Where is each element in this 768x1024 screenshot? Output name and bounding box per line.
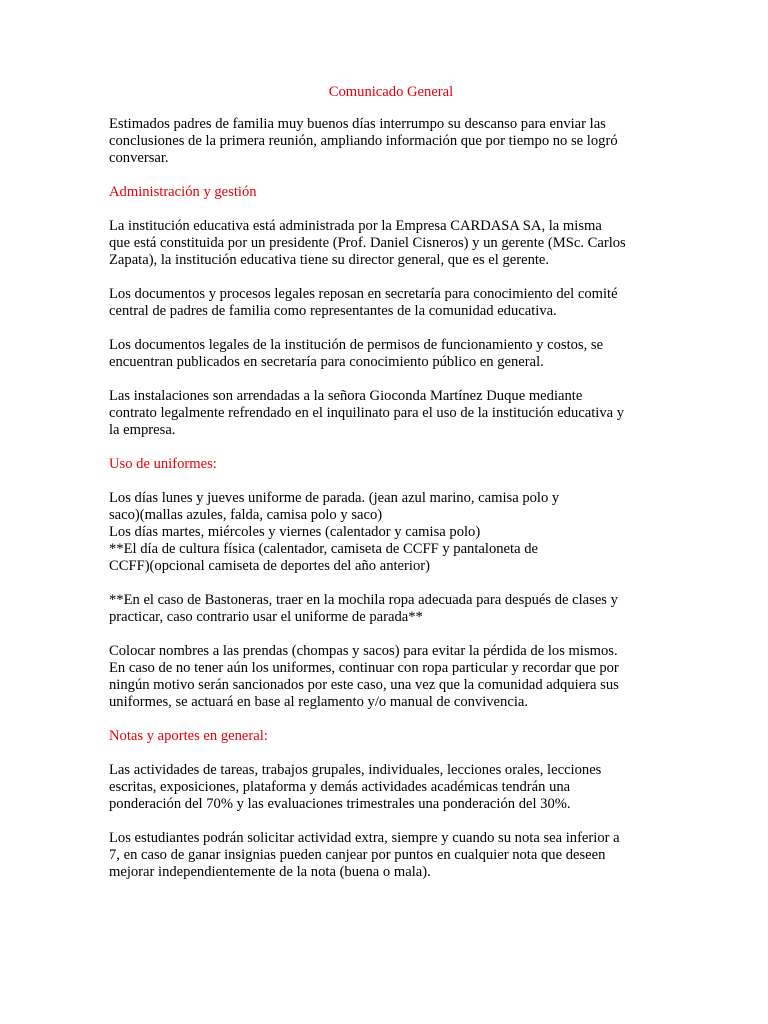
text-line: **El día de cultura física (calentador, camiseta de CCFF y pantaloneta de [109,541,538,557]
text-line: conclusiones de la primera reunión, ampliando información que por tiempo no se logró [109,133,618,149]
text-line: Zapata), la institución educativa tiene su director general, que es el gerente. [109,252,550,268]
text-line: Los días lunes y jueves uniforme de parada. (jean azul marino, camisa polo y [109,490,560,506]
text-line: Las instalaciones son arrendadas a la señora Gioconda Martínez Duque mediante [109,388,583,404]
text-line: uniformes, se actuará en base al reglamento y/o manual de convivencia. [109,694,528,710]
text-line: Los documentos legales de la institución de permisos de funcionamiento y costos, se [109,337,604,353]
text-line: escritas, exposiciones, plataforma y demás actividades académicas tendrán una [109,779,571,795]
text-line: Las actividades de tareas, trabajos grupales, individuales, lecciones orales, lecciones [109,762,602,778]
text-line: saco)(mallas azules, falda, camisa polo y saco) [109,507,383,523]
text-line: **En el caso de Bastoneras, traer en la mochila ropa adecuada para después de clases y [109,592,618,608]
admin-paragraph-2 [109,286,669,320]
notas-paragraph-1 [109,762,669,813]
section-heading-notas: Notas y aportes en general: [109,728,268,744]
text-line: practicar, caso contrario usar el uniforme de parada** [109,609,423,625]
text-line: mejorar independientemente de la nota (buena o mala). [109,864,431,880]
document-title: Comunicado General [328,84,454,100]
uniformes-paragraph-1 [109,490,669,575]
text-line: encuentran publicados en secretaría para conocimiento público en general. [109,354,544,370]
text-line: Estimados padres de familia muy buenos días interrumpo su descanso para enviar las [109,116,606,132]
text-line: ningún motivo serán sancionados por este caso, una vez que la comunidad adquiera sus [109,677,619,693]
text-line: que está constituida por un presidente (Prof. Daniel Cisneros) y un gerente (MSc. Carlos [109,235,626,251]
text-line: La institución educativa está administrada por la Empresa CARDASA SA, la misma [109,218,602,234]
text-line: contrato legalmente refrendado en el inquilinato para el uso de la institución educativa y [109,405,625,421]
text-line: ponderación del 70% y las evaluaciones trimestrales una ponderación del 30%. [109,796,571,812]
text-line: central de padres de familia como representantes de la comunidad educativa. [109,303,557,319]
admin-paragraph-3 [109,337,669,371]
text-line: En caso de no tener aún los uniformes, continuar con ropa particular y recordar que por [109,660,619,676]
document-body [109,84,669,898]
intro-paragraph [109,116,669,167]
uniformes-paragraph-3 [109,643,669,711]
text-line: la empresa. [109,422,176,438]
text-line: Los días martes, miércoles y viernes (calentador y camisa polo) [109,524,481,540]
text-line: Los documentos y procesos legales reposan en secretaría para conocimiento del comité [109,286,618,302]
admin-paragraph-4 [109,388,669,439]
text-line: CCFF)(opcional camiseta de deportes del año anterior) [109,558,430,574]
uniformes-paragraph-2 [109,592,669,626]
text-line: conversar. [109,150,169,166]
text-line: Colocar nombres a las prendas (chompas y sacos) para evitar la pérdida de los mismos. [109,643,618,659]
section-heading-uniformes: Uso de uniformes: [109,456,217,472]
section-heading-administracion: Administración y gestión [109,184,257,200]
notas-paragraph-2 [109,830,669,881]
text-line: Los estudiantes podrán solicitar actividad extra, siempre y cuando su nota sea inferior a [109,830,620,846]
admin-paragraph-1 [109,218,669,269]
text-line: 7, en caso de ganar insignias pueden canjear por puntos en cualquier nota que deseen [109,847,606,863]
